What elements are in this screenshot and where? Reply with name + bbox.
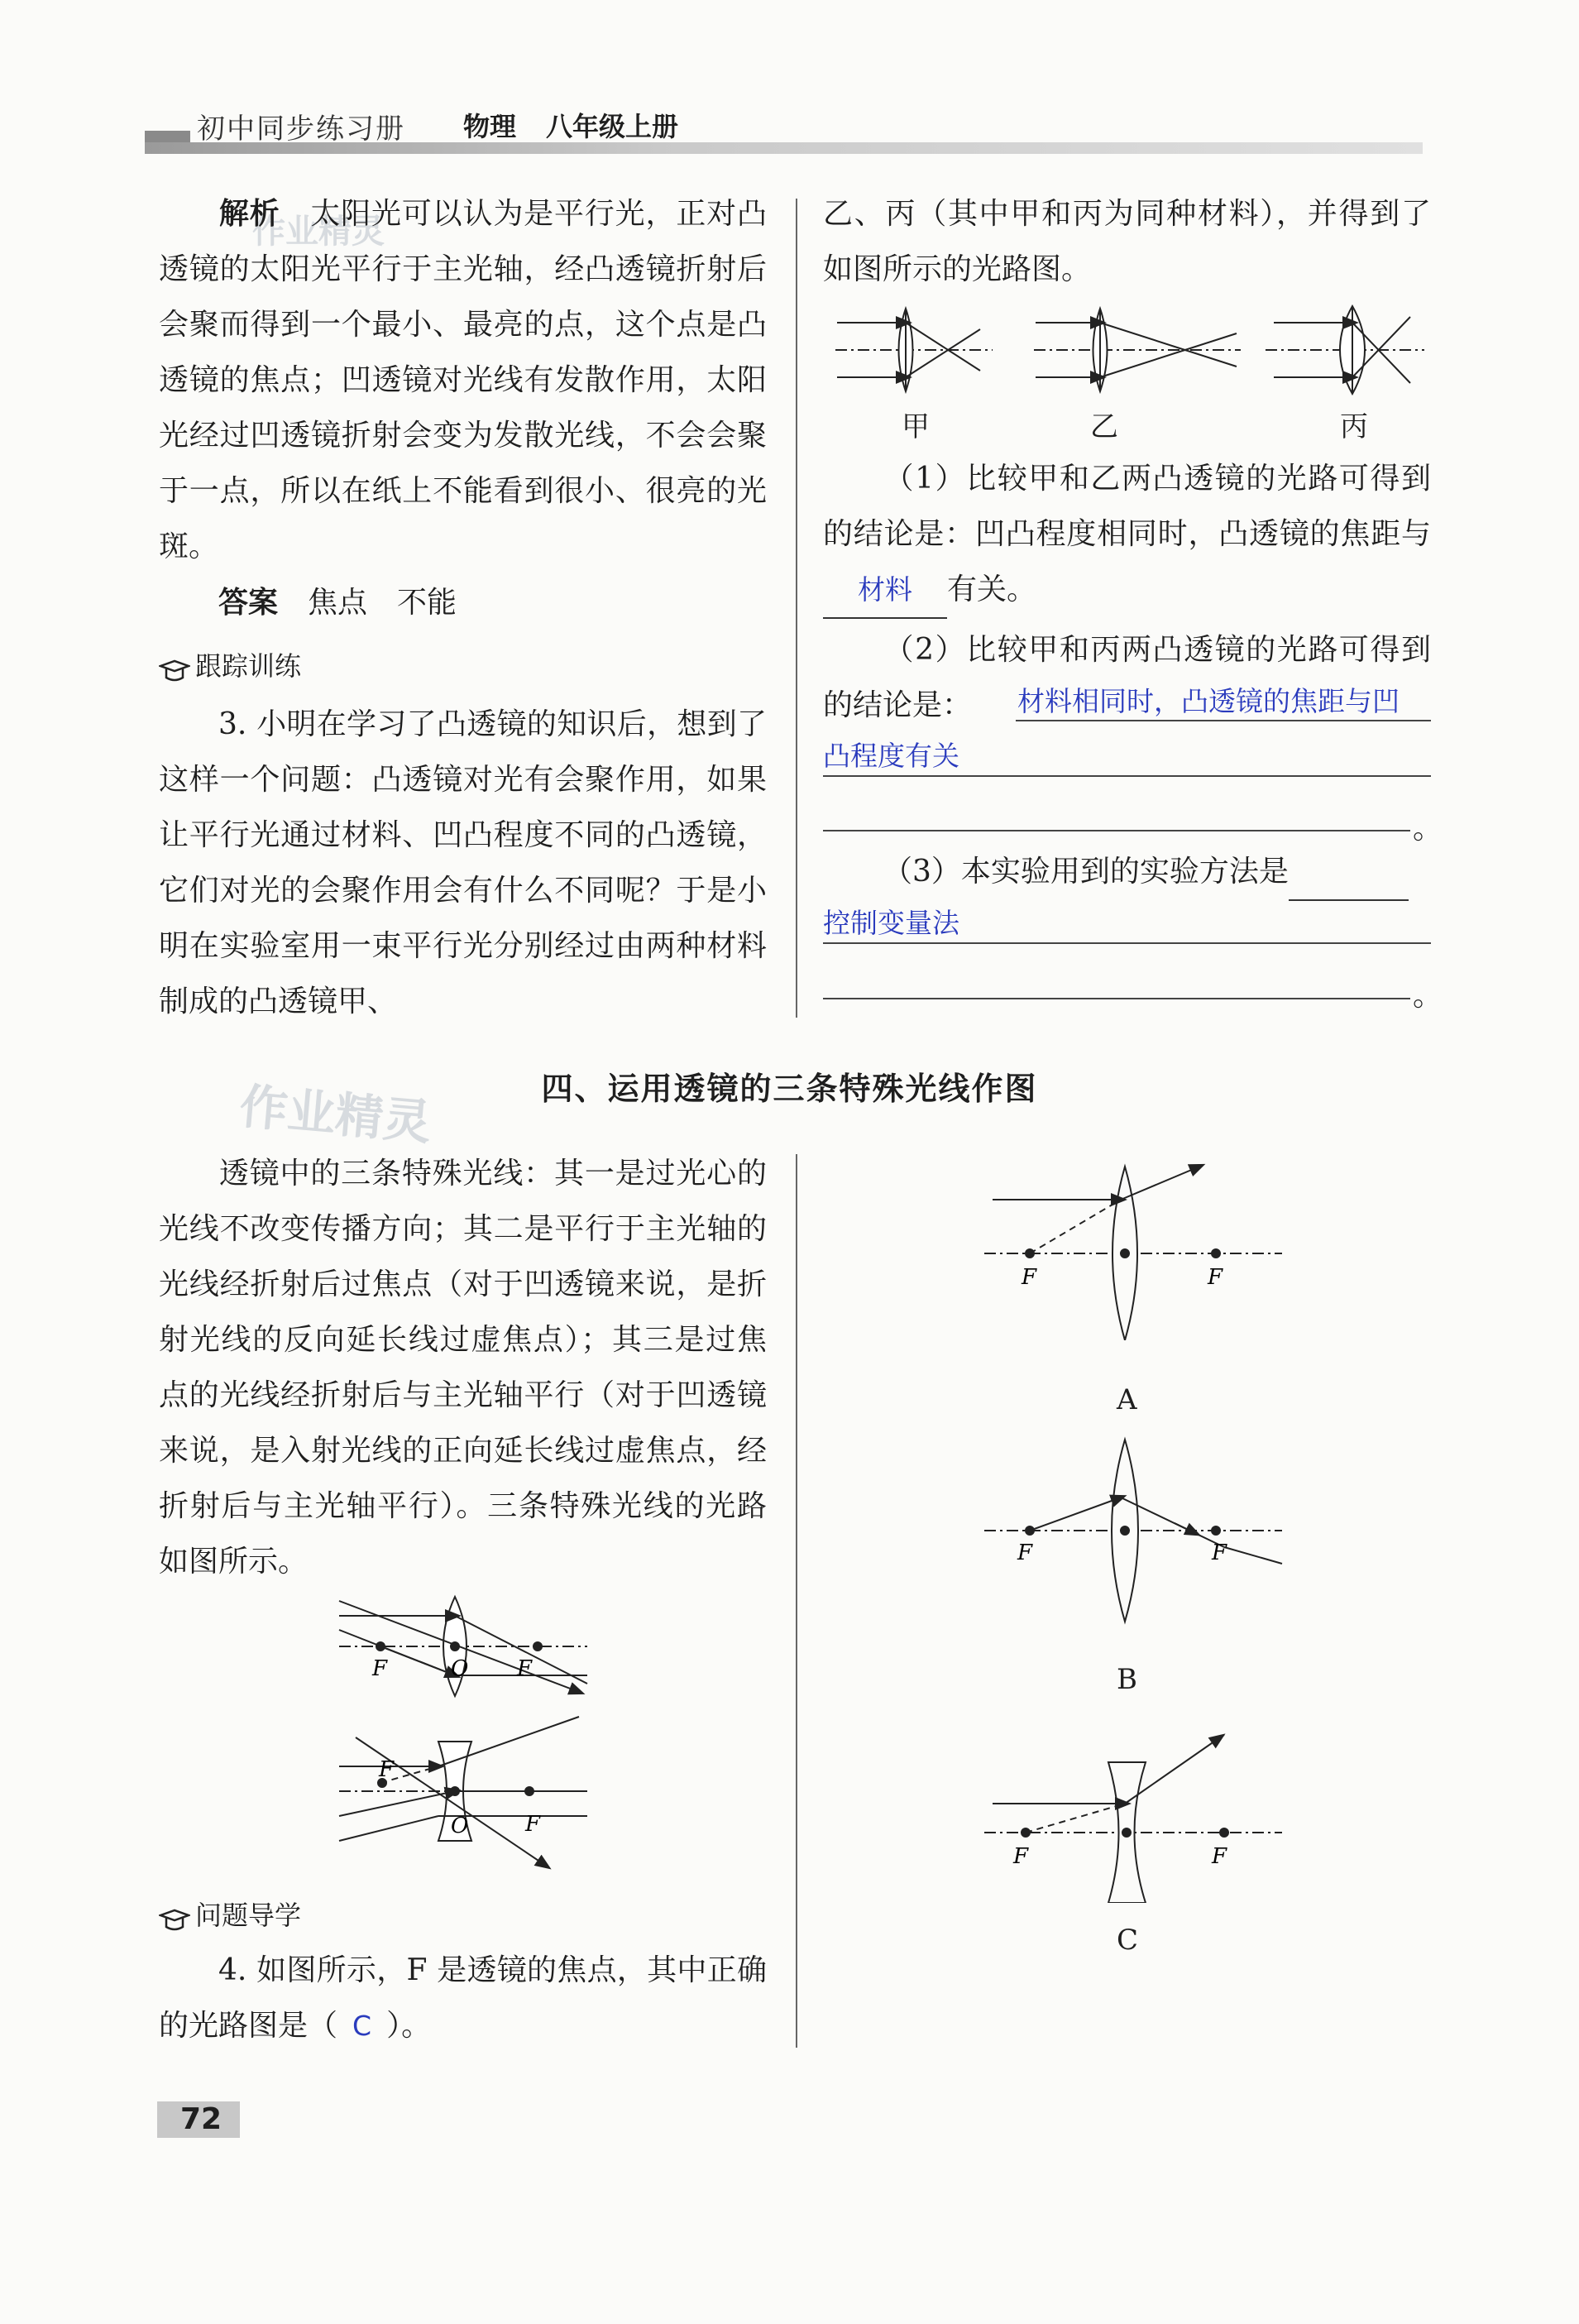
answer-underline <box>823 830 1410 831</box>
lens-label-yi: 乙 <box>1090 410 1118 443</box>
q4-suffix: ）。 <box>386 2009 432 2043</box>
q4-text: 4. 如图所示，F 是透镜的焦点，其中正确的光路图是（ <box>159 1953 767 2043</box>
concave-lens-rays <box>339 1717 587 1866</box>
column-divider <box>796 1154 797 2048</box>
watermark: 作业精灵 <box>252 213 385 251</box>
question-4 <box>159 1943 767 2053</box>
section-heading-tracking <box>159 645 767 684</box>
answer-underline <box>1016 720 1431 721</box>
answer-underline <box>823 942 1431 944</box>
answer-underline <box>823 998 1410 999</box>
question-3-3 <box>823 844 1431 901</box>
lens-yi <box>1034 309 1241 391</box>
q1-suffix: 有关。 <box>947 573 1037 606</box>
header-decoration <box>145 131 190 142</box>
grade-title: 八年级上册 <box>546 111 679 142</box>
column-divider <box>796 199 797 1018</box>
q2-answer-line2: 凸程度有关 <box>823 740 959 772</box>
optical-center-label: O <box>451 1814 469 1838</box>
focus-label: F <box>1013 1844 1029 1869</box>
page-number: 72 <box>180 2102 222 2136</box>
question-3 <box>159 697 767 1029</box>
answer-line <box>159 575 767 630</box>
analysis-label: 解析 <box>218 197 280 231</box>
lens-label-bing: 丙 <box>1340 410 1368 443</box>
answer-label: 答案 <box>218 586 279 620</box>
series-title: 初中同步练习册 <box>197 113 405 146</box>
convex-lens-rays <box>339 1597 587 1696</box>
optical-center-label: O <box>451 1656 469 1681</box>
q3-text: 3. 小明在学习了凸透镜的知识后，想到了这样一个问题：凸透镜对光有会聚作用，如果让平行光通过材料、凹凸程度不同的凸透镜，它们对光的会聚作用会有什么不同呢？于是小明在实验室用一束平行光分别经过由两种材料制成的凸透镜甲、 <box>159 707 767 1018</box>
period: 。 <box>1413 812 1443 846</box>
mortarboard-icon <box>159 659 190 684</box>
option-label-a: A <box>1117 1383 1137 1416</box>
intro-block <box>159 1146 767 1589</box>
focus-label: F <box>1212 1844 1227 1869</box>
focus-label: F <box>1022 1265 1037 1290</box>
lens-jia <box>835 309 993 391</box>
q3-3-text: （3）本实验用到的实验方法是 <box>883 855 1289 889</box>
q1-answer: 材料 <box>823 562 947 619</box>
watermark: 作业精灵 <box>237 1077 434 1151</box>
mortarboard-icon <box>159 1909 190 1933</box>
focus-label: F <box>1017 1541 1033 1565</box>
q4-answer: C <box>352 2010 372 2042</box>
focus-label: F <box>1208 1265 1223 1290</box>
section-title: 四、运用透镜的三条特殊光线作图 <box>541 1071 1038 1107</box>
q1-text: （1）比较甲和乙两凸透镜的光路可得到的结论是：凹凸程度相同时，凸透镜的焦距与 <box>823 462 1431 551</box>
focus-label: F <box>1212 1541 1227 1565</box>
option-b-diagram <box>976 1435 1299 1626</box>
answer-text: 焦点 不能 <box>308 586 457 620</box>
focus-label: F <box>525 1812 541 1837</box>
analysis-block <box>159 186 767 574</box>
lens-bing <box>1266 306 1424 394</box>
question-3-1 <box>823 451 1431 619</box>
special-rays-diagram <box>331 1593 604 1874</box>
option-c-diagram <box>976 1713 1299 1903</box>
section-heading-guide <box>159 1895 767 1933</box>
q3-3-answer: 控制变量法 <box>823 907 959 939</box>
q2-answer-line1: 材料相同时，凸透镜的焦距与凹 <box>1017 685 1400 717</box>
answer-underline <box>823 775 1431 777</box>
section-label: 跟踪训练 <box>195 650 302 682</box>
focus-label: F <box>372 1656 388 1681</box>
option-label-b: B <box>1117 1663 1137 1696</box>
q3-cont-text: 乙、丙（其中甲和丙为同种材料），并得到了如图所示的光路图。 <box>823 197 1431 286</box>
lens-label-jia: 甲 <box>902 410 930 443</box>
q3-continuation <box>823 186 1431 297</box>
focus-label: F <box>379 1757 395 1782</box>
intro-text: 透镜中的三条特殊光线：其一是过光心的光线不改变传播方向；其二是平行于主光轴的光线经折射后过焦点（对于凹透镜来说，是折射光线的反向延长线过虚焦点）；其三是过焦点的光线经折射后与主光轴平行（对于凹透镜来说，是入射光线的正向延长线过虚焦点，经折射后与主光轴平行）。三条特殊光线的光路如图所示。 <box>159 1157 767 1579</box>
analysis-text: 太阳光可以认为是平行光，正对凸透镜的太阳光平行于主光轴，经凸透镜折射后会聚而得到一个最小、最亮的点，这个点是凸透镜的焦点；凹透镜对光线有发散作用，太阳光经过凹透镜折射会变为发散光线，不会会聚于一点，所以在纸上不能看到很小、很亮的光斑。 <box>159 197 767 563</box>
option-label-c: C <box>1117 1924 1139 1957</box>
focus-label: F <box>517 1656 533 1681</box>
section-label: 问题导学 <box>195 1900 302 1931</box>
q2-text: （2）比较甲和丙两凸透镜的光路可得到的结论是： <box>823 633 1431 722</box>
subject-title: 物理 <box>463 111 517 142</box>
option-a-diagram <box>976 1150 1299 1340</box>
period: 。 <box>1413 979 1443 1013</box>
